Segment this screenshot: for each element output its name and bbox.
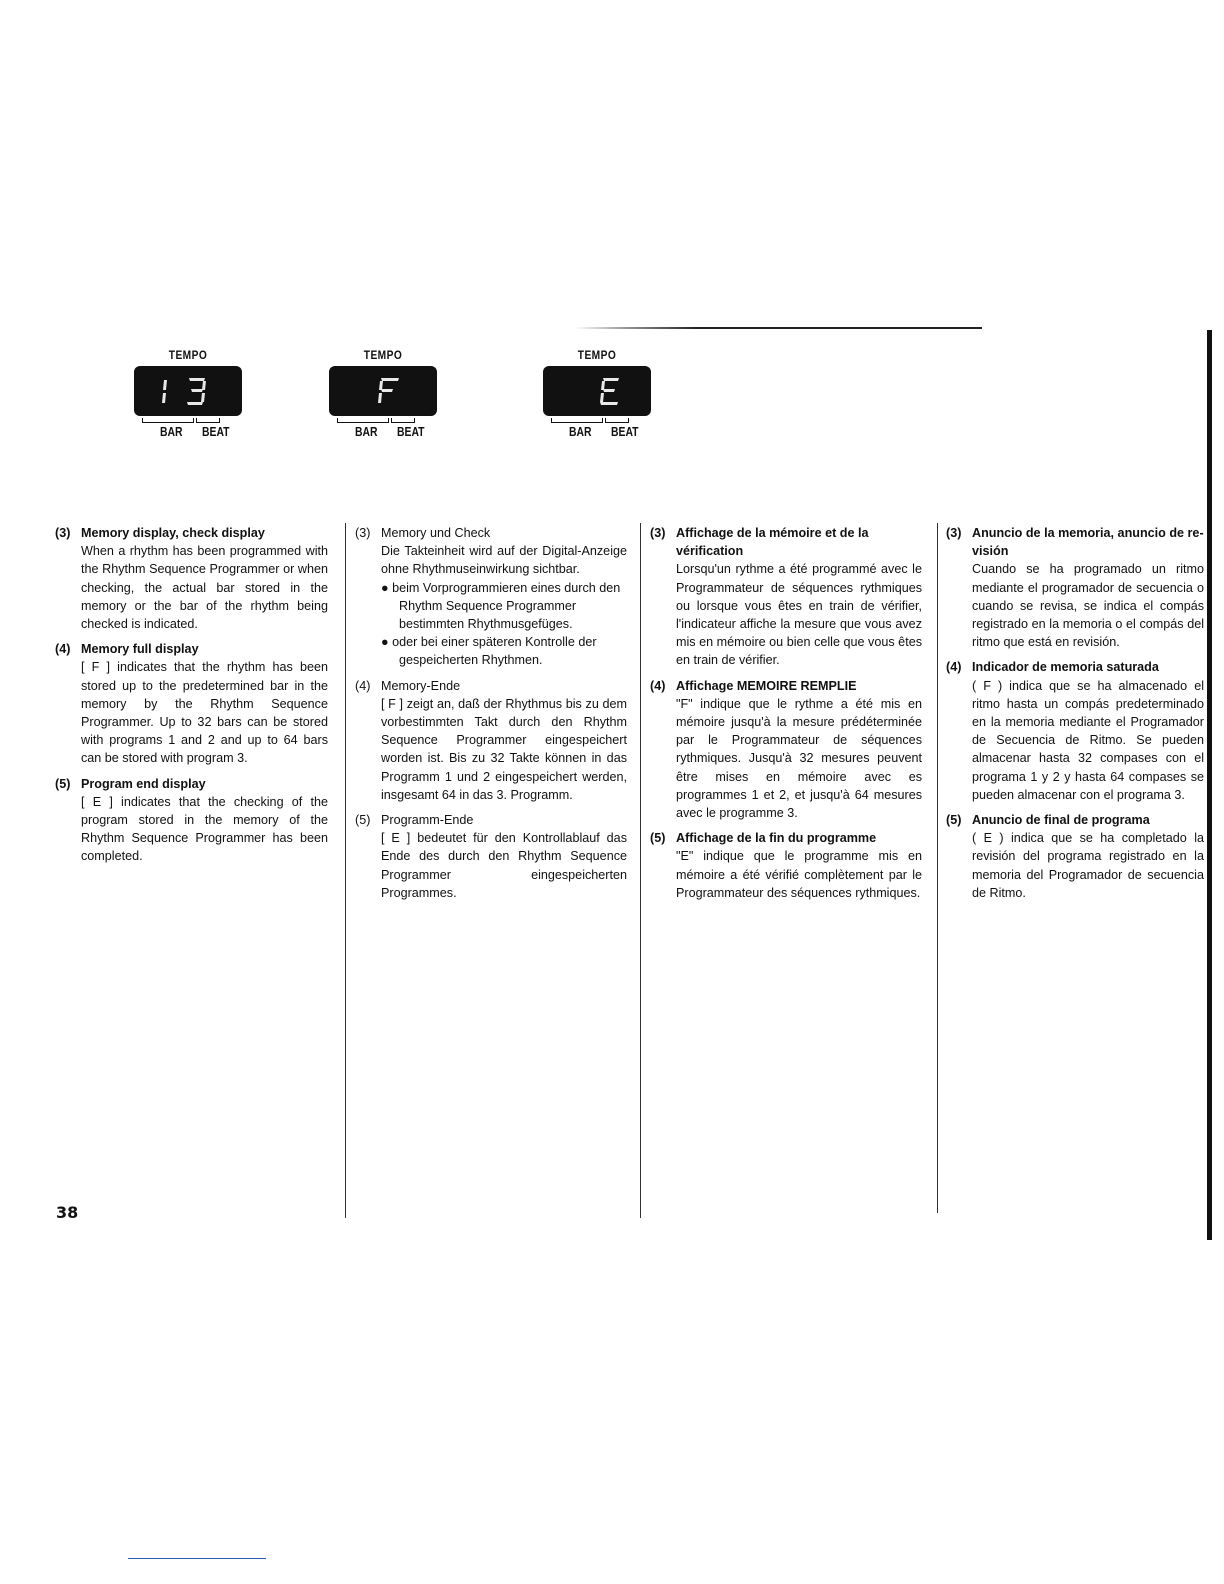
column-divider [937, 523, 938, 1213]
spanish-column [946, 524, 1204, 902]
section-heading: (4) Memory full display [55, 642, 199, 657]
section-body: ( F ) indica que se ha almacenado el ritmo hasta un compás predeterminado en la memoria mediante el Programador de Secuencia de Ritmo. Se pueden almacenar hasta 32 compases con el programa 1 y 2 y hasta 64 compases se pueden almacenar con el programa 3. [972, 678, 1204, 802]
tempo-display-f [323, 348, 443, 438]
led-screen [134, 366, 242, 416]
section-body: Die Takteinheit wird auf der Digital-Anzeige ohne Rhythmuseinwirkung sichtbar. [381, 544, 627, 577]
section-heading: (3) Affichage de la mémoire et de la vérification [650, 526, 869, 559]
section-body: "E" indique que le programme mis en mémoire a été vérifié complètement par le Programmateur des séquences rythmiques. [676, 849, 922, 900]
beat-label: BEAT [202, 424, 230, 439]
digits-13-icon [134, 366, 242, 416]
column-divider [345, 523, 346, 1218]
bullet-item: ● oder bei einer späteren Kontrolle der gespeicherten Rhythmen. [381, 635, 597, 668]
led-screen [543, 366, 651, 416]
section-body: When a rhythm has been programmed with the Rhythm Sequence Programmer or when checking, the actual bar stored in the memory or the bar of the rhythm being checked is indicated. [81, 544, 328, 632]
section-heading: (4) Memory-Ende [355, 678, 461, 693]
section-heading: (4) Indicador de memoria saturada [946, 660, 1159, 675]
bar-label: BAR [160, 424, 183, 439]
page-number: 38 [56, 1203, 79, 1222]
english-column [55, 524, 328, 866]
tempo-label: TEMPO [577, 348, 617, 362]
french-column [650, 524, 922, 902]
section-heading: (5) Program end display [55, 776, 206, 791]
german-column [355, 524, 627, 902]
section-body: [ E ] bedeutet für den Kontrollablauf das Ende des durch den Rhythm Sequence Programmer eingespeicherten Programmes. [381, 831, 627, 900]
section-body: [ E ] indicates that the checking of the program stored in the memory of the Rhythm Sequence Programmer has been completed. [81, 794, 328, 864]
section-heading: (3) Memory und Check [355, 526, 491, 540]
beat-label: BEAT [611, 424, 639, 439]
digit-e-icon [543, 366, 651, 416]
tempo-display-13 [128, 348, 248, 438]
section-heading: (5) Affichage de la fin du programme [650, 831, 877, 846]
bar-label: BAR [355, 424, 378, 439]
beat-label: BEAT [397, 424, 425, 439]
section-heading: (3) Memory display, check display [55, 526, 265, 540]
tempo-label: TEMPO [168, 348, 208, 362]
section-body: Cuando se ha programado un ritmo mediante el programador de secuencia o cuando se revisa, se indica el compás registrado en la memoria o el compás del ritmo que está en revisión. [972, 562, 1204, 650]
section-heading: (5) Programm-Ende [355, 813, 474, 828]
section-body: Lorsqu'un rythme a été programmé avec le Programmateur de séquences rythmiques ou lorsque vous êtes en train de vérifier, l'indicateur affiche la mesure que vous avez mis en mémoire ou bien celle que vous êtes en train de vérifier. [676, 562, 922, 668]
bar-label: BAR [569, 424, 592, 439]
section-heading: (3) Anuncio de la memoria, anuncio de re-visión [946, 526, 1204, 559]
page-edge-bar [1207, 330, 1212, 1240]
section-body: [ F ] zeigt an, daß der Rhythmus bis zu dem vorbestimmten Takt durch den Rhythm Sequence Programmer eingespeichert worden ist. Bis zu 32 Takte können in das Programm 1 und 2 eingespeichert werden, insgesamt 64 in das 3. Programm. [381, 696, 627, 802]
section-body: [ F ] indicates that the rhythm has been stored up to the predetermined bar in the memory by the Rhythm Sequence Programmer. Up to 32 bars can be stored with programs 1 and 2 and up to 64 bars can be stored with program 3. [81, 660, 328, 766]
top-rule [575, 327, 982, 329]
bullet-item: ● beim Vorprogrammieren eines durch den Rhythm Sequence Programmer bestimmten Rhythmusgefüges. [381, 580, 621, 632]
footnote-rule [128, 1558, 266, 1559]
tempo-label: TEMPO [363, 348, 403, 362]
section-body: ( E ) indica que se ha completado la revisión del programa registrado en la memoria del Programador de secuencia de Ritmo. [972, 831, 1204, 900]
section-body: "F" indique que le rythme a été mis en mémoire jusqu'à la mesure prédéterminée par le Programmateur de séquences rythmiques. Jusqu'à 32 mesures peuvent être mises en mémoire avec es programmes 1 et 2, et jusqu'à 64 mesures avec le programme 3. [676, 696, 922, 821]
section-heading: (5) Anuncio de final de programa [946, 813, 1150, 828]
digit-f-icon [329, 366, 437, 416]
column-divider [640, 523, 641, 1218]
section-heading: (4) Affichage MEMOIRE REMPLIE [650, 678, 857, 693]
tempo-display-e [537, 348, 657, 438]
led-screen [329, 366, 437, 416]
